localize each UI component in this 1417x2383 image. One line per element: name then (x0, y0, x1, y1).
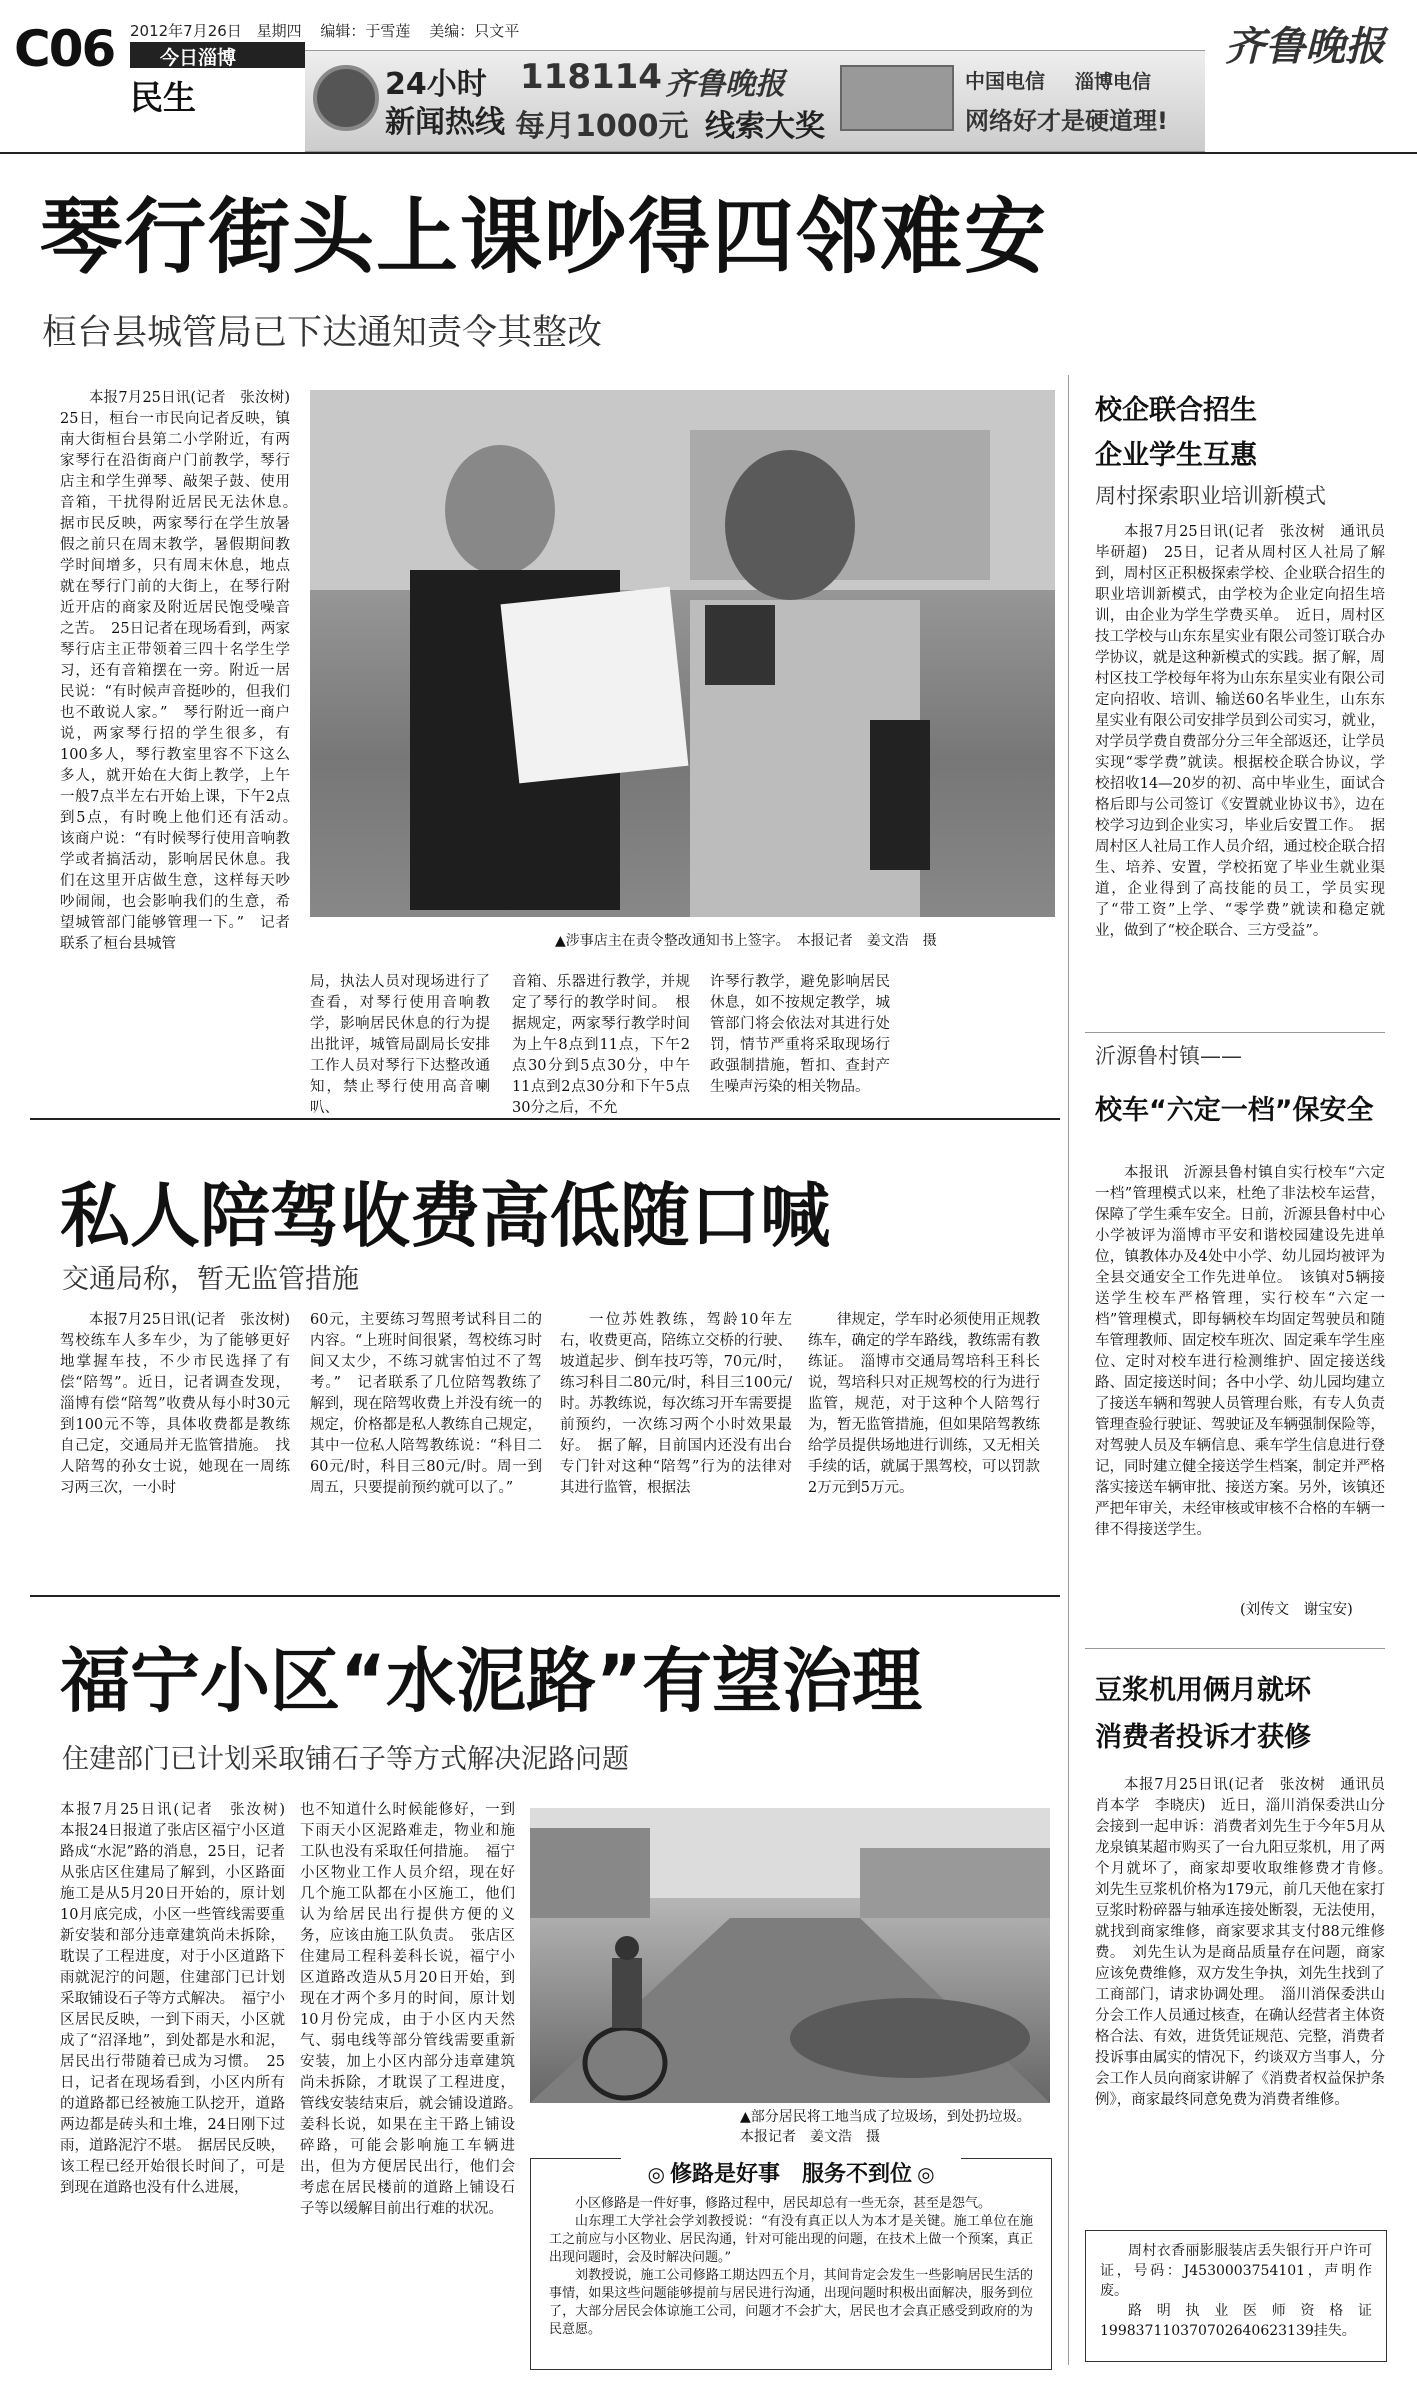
brand-logo: 齐鲁晚报 (1225, 23, 1385, 70)
page-code: C06 (14, 20, 115, 78)
ad-number: 118114 (520, 57, 662, 97)
article2-col3 (560, 1310, 792, 1630)
ad-product-box (840, 65, 954, 131)
side2-kicker: 沂源鲁村镇—— (1095, 1044, 1242, 1068)
article3-col2 (300, 1800, 530, 2360)
article1-col1 (60, 388, 305, 1088)
article3-caption-text: ▲部分居民将工地当成了垃圾场，到处扔垃圾。 本报记者 姜文浩 摄 (740, 2109, 1038, 2145)
article1-col3 (512, 972, 690, 1116)
commentary-box (530, 2158, 1052, 2370)
side3-body-text: 本报7月25日讯(记者 张汝树 通讯员 肖本学 李晓庆) 近日，淄川消保委洪山分会接到一起申诉：消费者刘先生于今年5月从龙泉镇某超市购买了一台九阳豆浆机，用了两个月就坏了，商家却要收取维修费才肯修。 刘先生豆浆机价格为179元，前几天他在家打豆浆时粉碎器与轴承连接处断裂，无法使用，就找到商家维修，商家要求其支付88元维修费。 刘先生认为是商品质量存在问题，商家应该免费维修，双方发生争执，刘先生找到了工商部门，请求协调处理。 淄川消保委洪山分会工作人员通过核查，在确认经营者主体资格合法、有效，进货凭证规范、完整，消费者投诉事由属实的情况下，约谈双方当事人，分会工作人员向商家讲解了《消费者权益保护条例》，商家最终同意免费为消费者维修。 (1095, 1777, 1400, 2108)
commentary-body (549, 2195, 1033, 2339)
side2-title: 校车“六定一档”保安全 (1095, 1095, 1374, 1126)
issue-date: 2012年7月26日 (130, 22, 242, 40)
issue-weekday: 星期四 (256, 22, 302, 40)
ad-hotline-2: 新闻热线 (385, 105, 505, 140)
ad-zibo: 淄博电信 (1075, 71, 1152, 93)
ad-promo-2: 线索大奖 (705, 109, 825, 144)
side1-body-text: 本报7月25日讯(记者 张汝树 通讯员 毕研超) 25日，记者从周村区人社局了解到，周村区正积极探索学校、企业联合招生的职业培训新模式，由学校为企业定向招生培训，由企业为学生学费买单。 近日，周村区技工学校与山东东星实业有限公司签订联合办学协议，就是这种新模式的实践。据了解，周村区技工学校每年将为山东东星实业有限公司定向招收、培训、输送60名毕业生，山东东星实业有限公司安排学员到公司实习，就业，对学员学费自费部分分三年全部返还，让学员实现“零学费”就读。根据校企联合协议，学校招收14—20岁的初、高中毕业生，面试合格后即与公司签订《安置就业协议书》，边在校学习边到企业实习，毕业后安置工作。 据周村区人社局工作人员介绍，通过校企联合招生、培养、安置，学校拓宽了毕业生就业渠道，企业得到了高技能的员工，学员实现了“带工资”上学、“零学费”就读和稳定就业，做到了“校企联合、三方受益”。 (1095, 524, 1400, 939)
notice-2: 路明执业医师资格证199837110370702640623139挂失。 (1100, 2303, 1372, 2339)
ad-banner (305, 50, 1205, 152)
article2-col2-text: 60元，主要练习驾照考试科目二的内容。“上班时间很紧，驾校练习时间又太少，不练习就害怕过不了驾考。” 记者联系了几位陪驾教练了解到，现在陪驾收费上并没有统一的规定，价格都是私人教练自己规定，其中一位私人陪驾教练说：“科目二60元/时，科目三80元/时。周一到周五，只要提前预约就可以了。” (310, 1312, 542, 1496)
divider-1 (30, 1118, 1060, 1120)
article1-headline: 琴行街头上课吵得四邻难安 (40, 190, 1049, 285)
side1-subhead: 周村探索职业培训新模式 (1095, 484, 1326, 508)
designer-credit: 美编：只文平 (429, 22, 520, 40)
article1-col2-text: 局，执法人员对现场进行了查看，对琴行使用音响教学，影响居民休息的行为提出批评，城管局副局长安排工作人员对琴行下达整改通知，禁止琴行使用高音喇叭、 (310, 974, 490, 1116)
commentary-p1: 小区修路是一件好事，修路过程中，居民却总有一些无奈，甚至是怨气。 (575, 2196, 992, 2211)
article1-caption: ▲涉事店主在责令整改通知书上签字。 本报记者 姜文浩 摄 (555, 933, 937, 949)
article3-photo (530, 1808, 1050, 2103)
side3-body (1095, 1775, 1400, 2195)
phone-icon (313, 65, 379, 131)
side1-title-1: 校企联合招生 (1095, 395, 1257, 426)
section-label: 民生 (130, 78, 196, 117)
article2-headline: 私人陪驾收费高低随口喊 (60, 1175, 830, 1257)
masthead (0, 0, 1417, 144)
ad-slogan: 网络好才是硬道理! (965, 107, 1168, 135)
article3-subhead: 住建部门已计划采取铺石子等方式解决泥路问题 (62, 1744, 629, 1775)
commentary-title-wrap (621, 2157, 961, 2188)
notices-box (1085, 2230, 1387, 2362)
article2-col1 (60, 1310, 290, 1630)
bullet-icon: ◎ (917, 2162, 935, 2186)
side1-body (1095, 522, 1400, 1022)
divider-2 (30, 1595, 1060, 1597)
article2-col2 (310, 1310, 542, 1630)
ad-hotline: 24小时 (385, 67, 487, 102)
side2-byline: (刘传文 谢宝安) (1240, 1602, 1353, 1618)
article3-headline: 福宁小区“水泥路”有望治理 (60, 1640, 923, 1722)
ad-telecom: 中国电信 (965, 69, 1045, 93)
editor-credit: 编辑：于雪莲 (320, 22, 411, 40)
article2-col4-text: 律规定，学车时必须使用正规教练车，确定的学车路线，教练需有教练证。 淄博市交通局驾培科王科长说，驾培科只对正规驾校的行为进行监管，规范，对于这种个人陪驾行为，暂无监管措施，但如果陪驾教练给学员提供场地进行训练，又无相关手续的话，就属于黑驾校，可以罚款2万元到5万元。 (808, 1312, 1040, 1496)
commentary-title: 修路是好事 服务不到位 (669, 2162, 912, 2187)
article1-col3-text: 音箱、乐器进行教学，并规定了琴行的教学时间。 根据规定，两家琴行教学时间为上午8点到11点，下午2点30分到5点30分，中午11点到2点30分和下午5点30分之后，不允 (512, 974, 690, 1116)
bullet-icon: ◎ (647, 2162, 665, 2186)
article1-col4 (710, 972, 890, 1112)
side3-title-2: 消费者投诉才获修 (1095, 1722, 1311, 1753)
sidebar-rule-1 (1085, 1032, 1385, 1033)
article3-col2-text: 也不知道什么时候能修好，一到下雨天小区泥路难走，物业和施工队也没有采取任何措施。 福宁小区物业工作人员介绍，现在好几个施工队都在小区施工，他们认为给居民出行提供方便的义务，应该由施工队负责。 张店区住建局工程科姜科长说，福宁小区道路改造从5月20日开始，到现在才两个多月的时间，原计划10月份完成，由于小区内天然气、弱电线等部分管线需要重新安装，加上小区内部分违章建筑尚未拆除，才耽误了工程进度，管线安装结束后，就会铺设道路。 姜科长说，如果在主干路上铺设碎路，可能会影响施工车辆进出，但为方便居民出行，他们会考虑在居民楼前的道路上铺设石子等以缓解目前出行难的状况。 (300, 1802, 530, 2217)
notice-1: 周村衣香丽影服装店丢失银行开户许可证，号码：J4530003754101，声明作废。 (1100, 2243, 1372, 2299)
photo-scene-street (530, 1808, 1050, 2103)
commentary-p2: 山东理工大学社会学刘教授说：“有没有真正以人为本才是关键。施工单位在施工之前应与小区物业、居民沟通，针对可能出现的问题，在技术上做一个预案，真正出现问题时，会及时解决问题。” (549, 2214, 1033, 2265)
article1-col1-text: 本报7月25日讯(记者 张汝树) 25日，桓台一市民向记者反映，镇南大街桓台县第二小学附近，有两家琴行在沿街商户门前教学，琴行店主和学生弹琴、敲架子鼓、使用音箱，干扰得附近居民无法休息。 据市民反映，两家琴行在学生放暑假之前只在周末教学，暑假期间教学时间增多，只有周末休息，地点就在琴行门前的大街上，在琴行附近开店的商家及附近居民饱受噪音之苦。 25日记者在现场看到，两家琴行店主正带领着三四十名学生学习，还有音箱摆在一旁。附近一居民说：“有时候声音挺吵的，但我们也不敢说人家。” 琴行附近一商户说，两家琴行招的学生很多，有100多人，琴行教室里容不下这么多人，就开始在大街上教学，上午一般7点半左右开始上课，下午2点到5点，有时晚上他们还有活动。 该商户说：“有时候琴行使用音响教学或者搞活动，影响居民休息。我们在这里开店做生意，这样每天吵吵闹闹，也会影响我们的生意，希望城管部门能够管理一下。” 记者联系了桓台县城管 (60, 390, 305, 952)
article2-subhead: 交通局称，暂无监管措施 (62, 1264, 359, 1295)
article2-col3-text: 一位苏姓教练，驾龄10年左右，收费更高，陪练立交桥的行驶、坡道起步、倒车技巧等，70元/时，练习科目二80元/时，科目三100元/时。苏教练说，每次练习开车需要提前预约，一次练习两个小时效果最好。 据了解，目前国内还没有出台专门针对这种“陪驾”行为的法律对其进行监管，根据法 (560, 1312, 792, 1496)
notices-body (1100, 2241, 1372, 2341)
article2-col1-text: 本报7月25日讯(记者 张汝树)驾校练车人多车少，为了能够更好地掌握车技，不少市民选择了有偿“陪驾”。近日，记者调查发现，淄博有偿“陪驾”收费从每小时30元到100元不等，具体收费都是教练自己定，交通局并无监管措施。 找人陪驾的孙女士说，她现在一周练习两三次，一小时 (60, 1312, 290, 1496)
article3-caption (740, 2107, 1050, 2147)
article1-subhead: 桓台县城管局已下达通知责令其整改 (42, 313, 603, 353)
masthead-divider (0, 152, 1417, 154)
ad-brand-logo: 齐鲁晚报 (665, 67, 785, 102)
article1-col4-text: 许琴行教学，避免影响居民休息，如不按规定教学，城管部门将会依法对其进行处罚，情节严重将采取现场行政强制措施，暂扣、查封产生噪声污染的相关物品。 (710, 974, 890, 1095)
sidebar-divider (1068, 375, 1069, 2365)
article1-col2 (310, 972, 490, 1116)
side2-body (1095, 1163, 1385, 1595)
article3-col1-text: 本报7月25日讯(记者 张汝树) 本报24日报道了张店区福宁小区道路成“水泥”路的消息，25日，记者从张店区住建局了解到，小区路面施工是从5月20日开始的，原计划10月底完成，小区一些管线需要重新安装和部分违章建筑尚未拆除，耽误了工程进度，对于小区道路下雨就泥泞的问题，住建部门已计划采取铺设石子等方式解决。 福宁小区居民反映，一到下雨天，小区就成了“沼泽地”，到处都是水和泥，居民出行带随着已成为习惯。 25日，记者在现场看到，小区内所有的道路都已经被施工队挖开，道路两边都是砖头和土堆，24日刚下过雨，道路泥泞不堪。 据居民反映，该工程已经开始很长时间了，可是到现在道路也没有什么进展， (60, 1802, 300, 2196)
side2-body-text: 本报讯 沂源县鲁村镇自实行校车“六定一档”管理模式以来，杜绝了非法校车运营，保障了学生乘车安全。日前，沂源县鲁村中心小学被评为淄博市平安和谐校园建设先进单位，镇教体办及4处中小学、幼儿园均被评为全县交通安全工作先进单位。 该镇对5辆接送学生校车严格管理，实行校车“六定一档”管理模式，即每辆校车均固定驾驶员和随车管理教师、固定校车班次、固定乘车学生座位、定时对校车进行检测维护、固定接送线路、固定接送时间；各中小学、幼儿园均建立了接送车辆和驾驶人员管理台账，有专人负责管理查验行驶证、驾驶证及车辆强制保险等，对驾驶人员及车辆信息、乘车学生信息进行登记，同时建立健全接送学生档案，制定并严格落实接送车辆审批、接送方案。另外，该镇还严把年审关，未经审核或审核不合格的车辆一律不得接送学生。 (1095, 1165, 1385, 1538)
sidebar-rule-2 (1085, 1648, 1385, 1649)
commentary-p3: 刘教授说，施工公司修路工期达四五个月，其间肯定会发生一些影响居民生活的事情，如果这些问题能够提前与居民进行沟通，出现问题时积极出面解决，服务到位了，大部分居民会体谅施工公司，问题才不会扩大，居民也才会真正感受到政府的为民意愿。 (549, 2268, 1033, 2337)
article1-photo (310, 390, 1055, 917)
article2-col4 (808, 1310, 1040, 1630)
article3-col1 (60, 1800, 300, 2360)
side3-title-1: 豆浆机用俩月就坏 (1095, 1675, 1311, 1706)
photo-scene (310, 390, 1055, 917)
side1-title-2: 企业学生互惠 (1095, 440, 1257, 471)
section-top-label: 今日淄博 (160, 47, 237, 69)
date-line (130, 20, 519, 41)
ad-promo: 每月1000元 (515, 109, 689, 144)
